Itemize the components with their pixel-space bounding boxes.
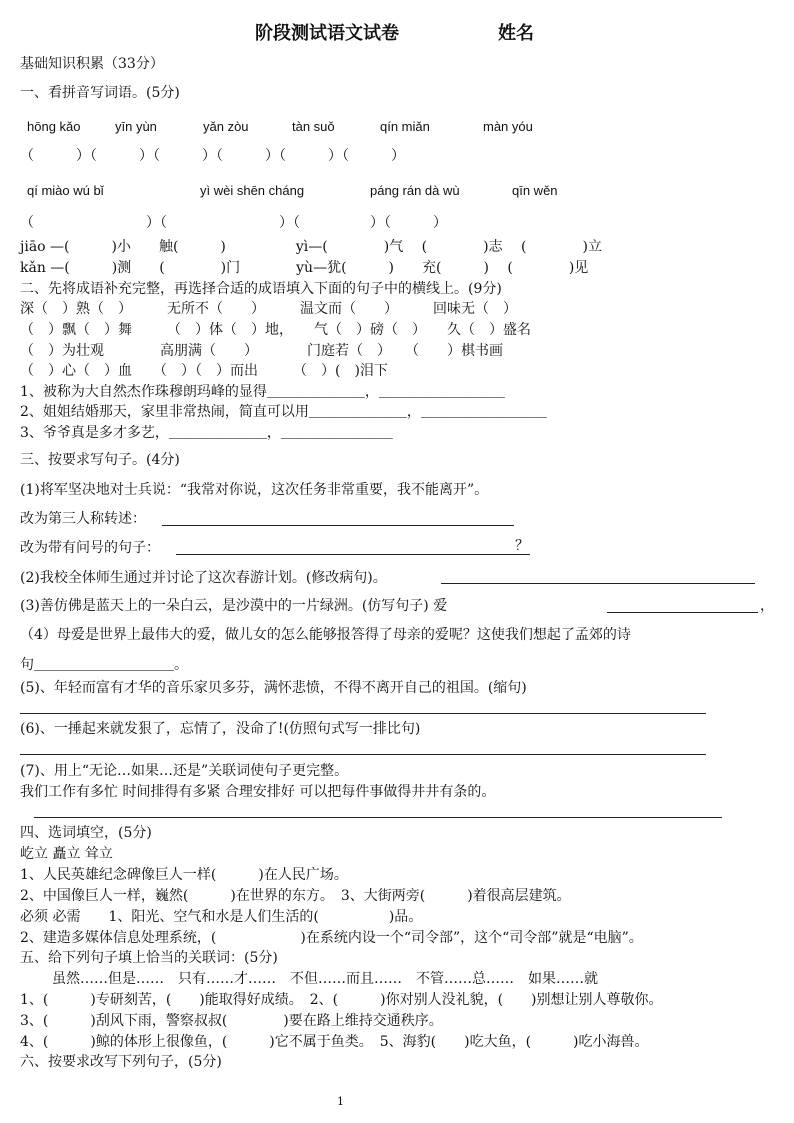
section-6-heading: 六、按要求改写下列句子，(5分) bbox=[20, 1054, 222, 1070]
answer-blanks[interactable]: （ ）（ ）（ ）（ ）（ ）（ ） bbox=[20, 148, 405, 164]
pinyin-item: màn yóu bbox=[483, 119, 533, 134]
choice-sentence[interactable]: 2、建造多媒体信息处理系统，( )在系统内设一个“司令部”，这个“司令部”就是“电脑”。 bbox=[20, 930, 643, 946]
conjunction-sentence[interactable]: 4、( )鲸的体形上很像鱼，( )它不属于鱼类。 5、海豹( )吃大鱼，( )吃小海兽。 bbox=[20, 1034, 649, 1050]
question-3: (3)善仿佛是蓝天上的一朵白云，是沙漠中的一片绿洲。(仿写句子) 爱 bbox=[20, 598, 448, 614]
pinyin-item: qīn wěn bbox=[512, 183, 558, 198]
question-6: (6)、一捶起来就发狠了，忘情了，没命了!(仿照句式写一排比句) bbox=[20, 721, 421, 737]
idiom-line[interactable]: （ ）为壮观 高朋满（ ） 门庭若（ ） （ ）棋书画 bbox=[20, 343, 503, 359]
question-1: (1)将军坚决地对士兵说：“我常对你说，这次任务非常重要，我不能离开”。 bbox=[20, 482, 489, 498]
pinyin-item: hōng kǎo bbox=[27, 119, 81, 134]
idiom-line[interactable]: （ ）飘（ ）舞 （ ）体（ ）地， 气（ ）磅（ ） 久（ ）盛名 bbox=[20, 322, 531, 338]
answer-line[interactable] bbox=[607, 612, 758, 613]
pinyin-item: páng rán dà wù bbox=[370, 183, 460, 198]
question-1a-label: 改为第三人称转述： bbox=[20, 511, 146, 527]
polyphone-line[interactable]: kǎn —( )测 ( )门 yù—犹( ) 充( ) ( )见 bbox=[20, 260, 589, 276]
pinyin-item: tàn suǒ bbox=[292, 119, 335, 134]
fill-sentence[interactable]: 3、爷爷真是多才多艺，＿＿＿＿＿＿＿，＿＿＿＿＿＿＿＿ bbox=[20, 425, 393, 441]
conjunction-choices: 虽然……但是…… 只有……才…… 不但……而且…… 不管……总…… 如果……就 bbox=[52, 971, 598, 987]
answer-line[interactable] bbox=[34, 817, 722, 818]
name-label: 姓名 bbox=[498, 23, 534, 44]
polyphone-line[interactable]: jiāo —( )小 触( ) yì—( )气 ( )志 ( )立 bbox=[20, 239, 602, 255]
pinyin-item: yì wèi shēn cháng bbox=[200, 183, 305, 198]
question-7-text: 我们工作有多忙 时间排得有多紧 合理安排好 可以把每件事做得井井有条的。 bbox=[20, 784, 496, 800]
fill-sentence[interactable]: 2、姐姐结婚那天，家里非常热闹，简直可以用＿＿＿＿＿＿＿，＿＿＿＿＿＿＿＿＿ bbox=[20, 404, 547, 420]
question-mark: ？ bbox=[515, 538, 529, 554]
question-3-comma: ， bbox=[760, 598, 774, 614]
word-choices: 屹立 矗立 耸立 bbox=[20, 846, 113, 862]
answer-line[interactable] bbox=[162, 525, 514, 526]
choice-sentence[interactable]: 1、人民英雄纪念碑像巨人一样( )在人民广场。 bbox=[20, 867, 348, 883]
pinyin-item: yǎn zòu bbox=[203, 119, 249, 134]
idiom-line[interactable]: 深（ ）熟（ ） 无所不（ ） 温文而（ ） 回味无（ ） bbox=[20, 301, 517, 317]
conjunction-sentence[interactable]: 1、( )专研刻苦，( )能取得好成绩。 2、( )你对别人没礼貌，( )别想让别人尊敬你。 bbox=[20, 992, 663, 1008]
question-4-answer[interactable]: 句＿＿＿＿＿＿＿＿＿＿。 bbox=[20, 657, 188, 673]
section-2-heading: 二、先将成语补充完整，再选择合适的成语填入下面的句子中的横线上。(9分) bbox=[20, 281, 502, 297]
pinyin-item: qí miào wú bǐ bbox=[27, 183, 104, 198]
pinyin-item: qín miǎn bbox=[380, 119, 430, 134]
question-2: (2)我校全体师生通过并讨论了这次春游计划。(修改病句)。 bbox=[20, 570, 387, 586]
choice-sentence[interactable]: 2、中国像巨人一样，巍然( )在世界的东方。 3、大街两旁( )着很高层建筑。 bbox=[20, 888, 571, 904]
idiom-line[interactable]: （ ）心（ ）血 （ ）（ ）而出 （ ）( )泪下 bbox=[20, 363, 388, 379]
fill-sentence[interactable]: 1、被称为大自然杰作珠穆朗玛峰的显得＿＿＿＿＿＿＿，＿＿＿＿＿＿＿＿＿ bbox=[20, 384, 505, 400]
question-4: （4）母爱是世界上最伟大的爱，做儿女的怎么能够报答得了母亲的爱呢？这使我们想起了孟郊的诗 bbox=[20, 627, 631, 643]
section-4-heading: 四、选词填空，(5分) bbox=[20, 825, 152, 841]
section-base: 基础知识积累（33分） bbox=[20, 56, 164, 72]
choice-sentence[interactable]: 必须 必需 1、阳光、空气和水是人们生活的( )品。 bbox=[20, 909, 423, 925]
question-7: (7)、用上“无论…如果…还是”关联词使句子更完整。 bbox=[20, 763, 349, 779]
section-3-heading: 三、按要求写句子。(4分) bbox=[20, 452, 180, 468]
pinyin-item: yīn yùn bbox=[115, 119, 157, 134]
answer-line[interactable] bbox=[176, 554, 530, 555]
answer-line[interactable] bbox=[441, 583, 755, 584]
section-1-heading: 一、看拼音写词语。(5分) bbox=[20, 85, 180, 101]
answer-blanks[interactable]: （ ）（ ）（ ）（ ） bbox=[20, 215, 447, 231]
question-1b-label: 改为带有问号的句子： bbox=[20, 540, 160, 556]
section-5-heading: 五、给下列句子填上恰当的关联词：(5分) bbox=[20, 950, 278, 966]
question-5: (5)、年轻而富有才华的音乐家贝多芬，满怀悲愤，不得不离开自己的祖国。(缩句) bbox=[20, 680, 527, 696]
answer-line[interactable] bbox=[20, 713, 706, 714]
exam-title: 阶段测试语文试卷 bbox=[255, 23, 399, 44]
answer-line[interactable] bbox=[20, 754, 706, 755]
page-number: 1 bbox=[337, 1095, 344, 1108]
conjunction-sentence[interactable]: 3、( )刮风下雨，警察叔叔( )要在路上维持交通秩序。 bbox=[20, 1013, 443, 1029]
